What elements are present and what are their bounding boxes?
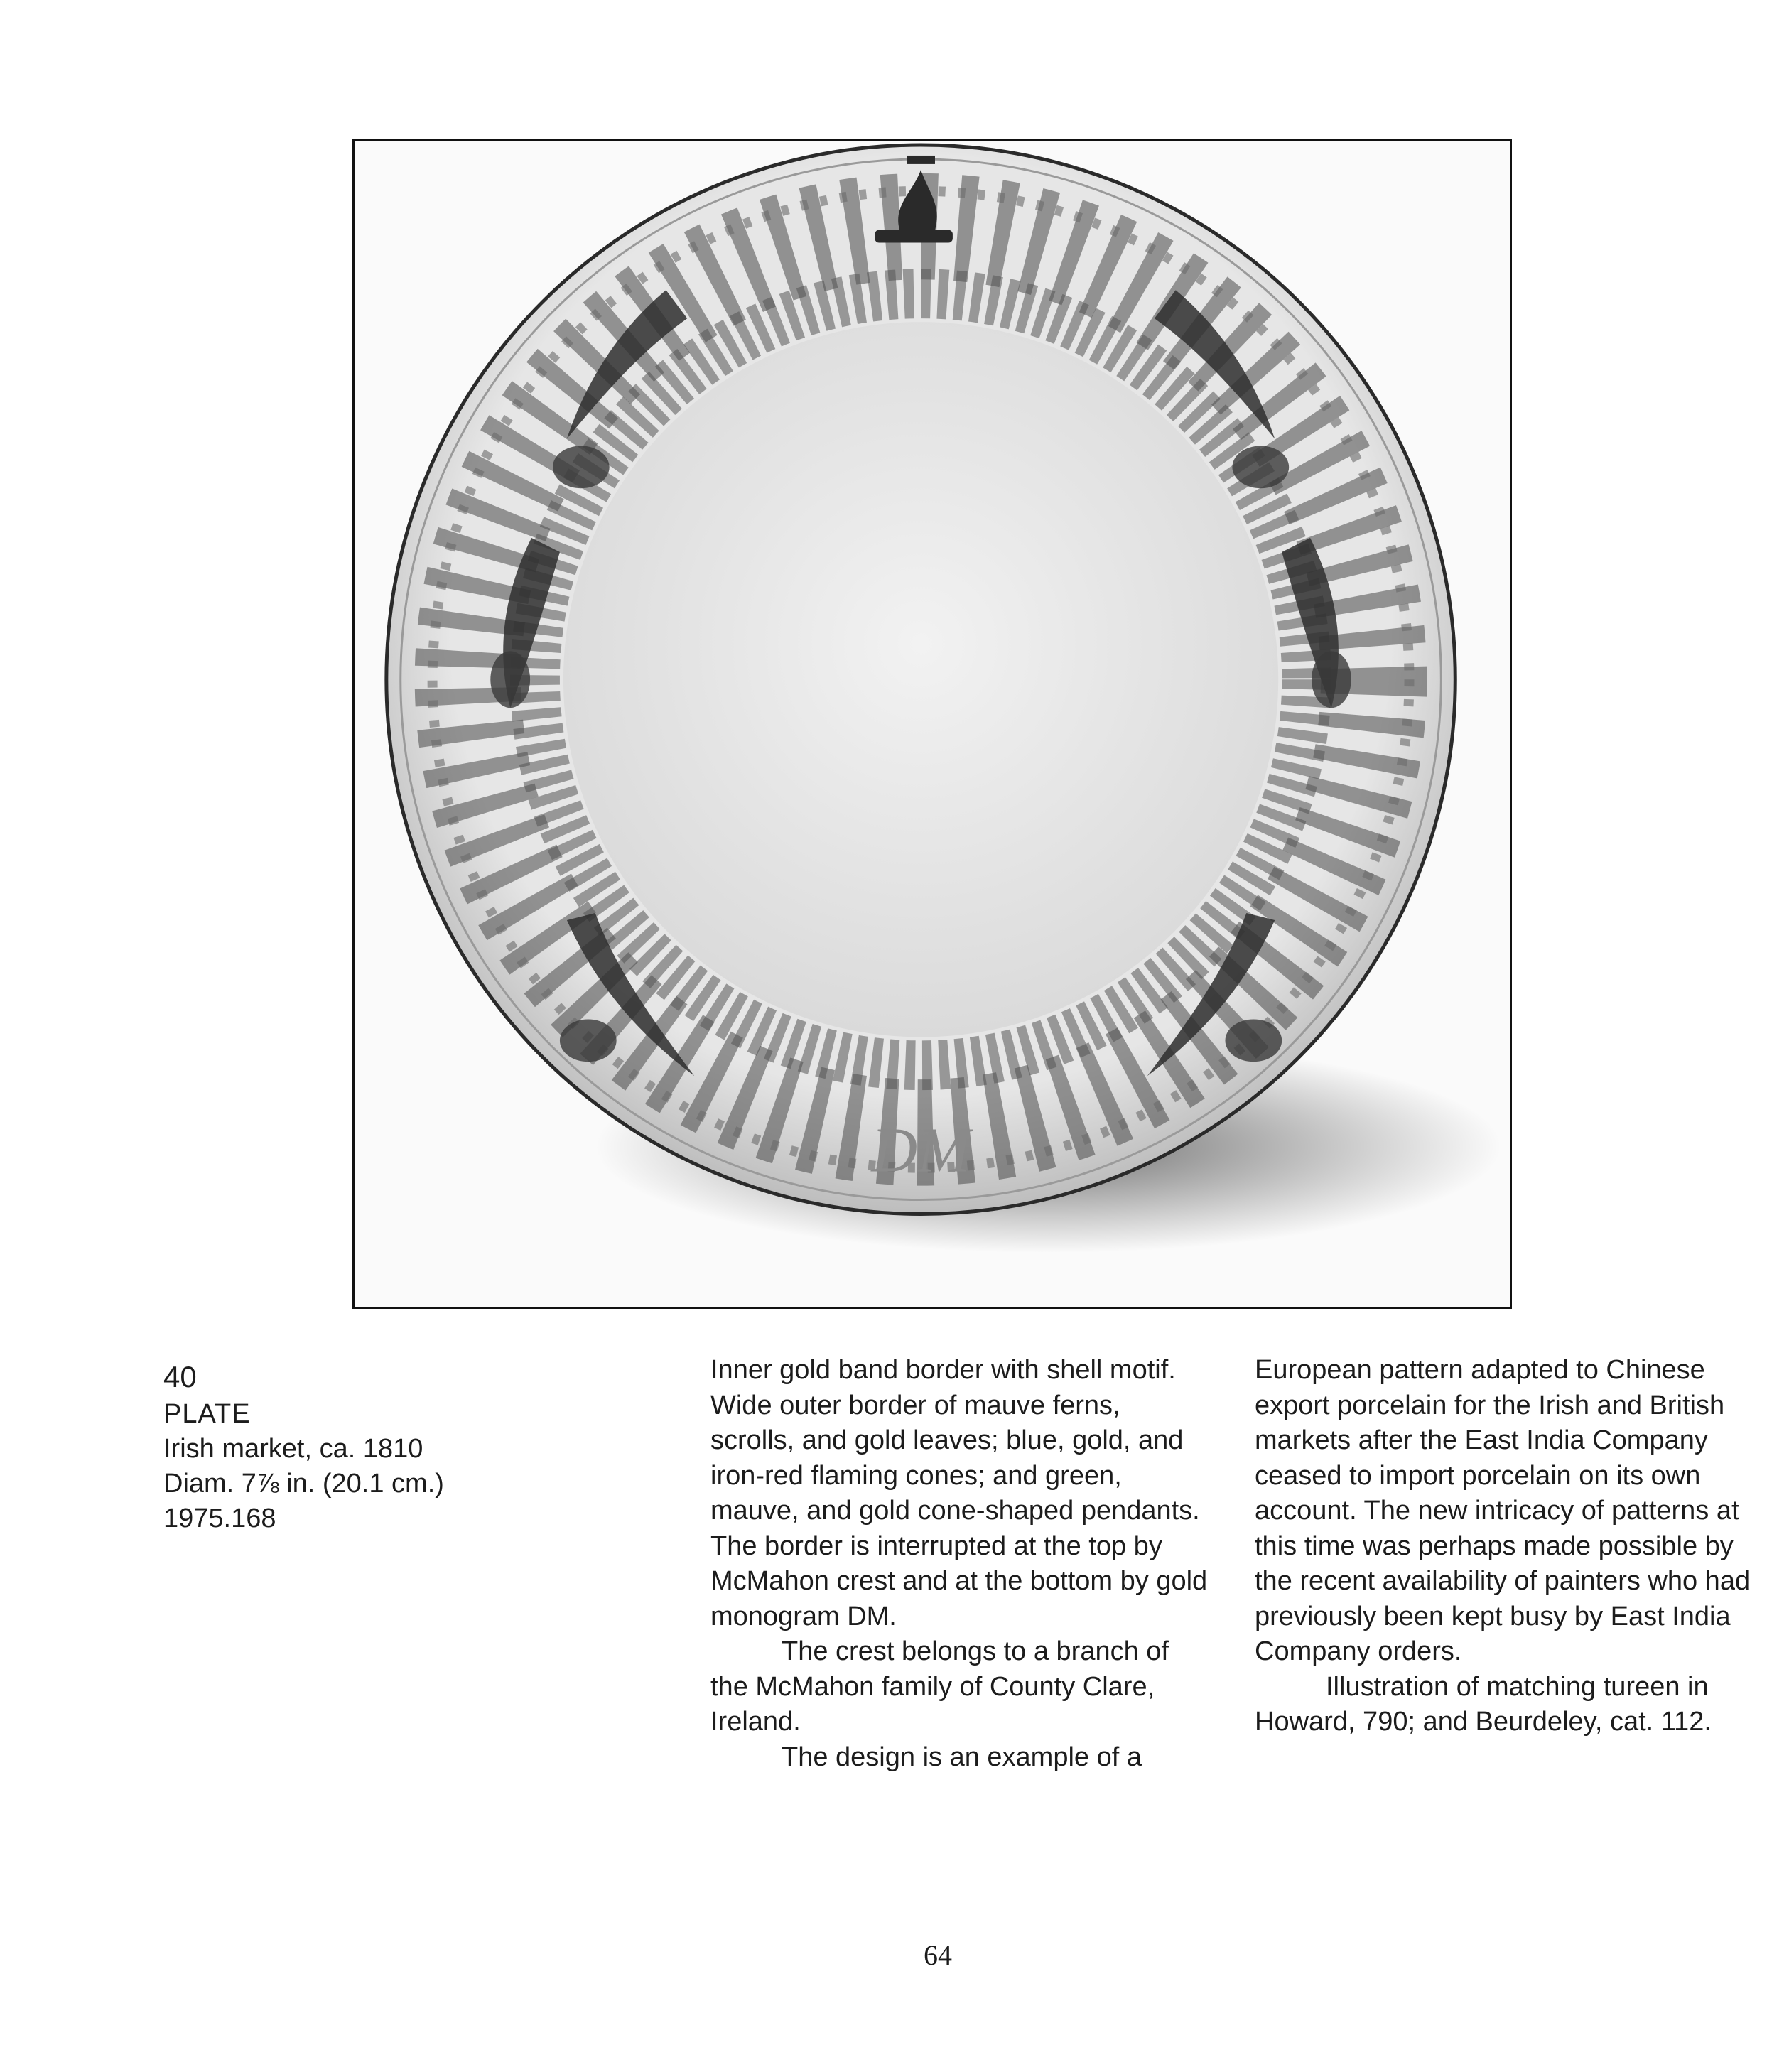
catalog-number: 40 (163, 1360, 197, 1393)
description-paragraph: The crest belongs to a branch of the McMahon family of County Clare, Ireland. (710, 1636, 1169, 1737)
description-paragraph: Inner gold band border with shell motif. Wide outer border of mauve ferns, scrolls, and gold leaves; blue, gold, and iron-red flaming cones; and green, mauve, and gold cone-shaped pendants. The border is interrupted at the top by McMahon crest and at the bottom by gold monogram DM. (710, 1355, 1208, 1631)
page-number: 64 (924, 1939, 952, 1971)
catalog-caption (163, 1357, 618, 1536)
description-paragraph: The design is an example of a (782, 1742, 1142, 1772)
continuation-paragraph: Illustration of matching tureen in Howard, 790; and Beurdeley, cat. 112. (1255, 1671, 1712, 1737)
object-title: PLATE (163, 1399, 251, 1429)
plate-photograph (352, 139, 1512, 1309)
continuation-paragraph: European pattern adapted to Chinese export porcelain for the Irish and British markets after the East India Company ceased to import porcelain on its own account. The new intricacy of patterns at this time was perhaps made possible by the recent availability of painters who had previously been kept busy by East India Company orders. (1255, 1355, 1751, 1666)
continuation-column (1255, 1353, 1752, 1740)
object-origin: Irish market, ca. 1810 (163, 1434, 423, 1464)
plate-well (563, 322, 1278, 1037)
object-dimensions: Diam. 7⅞ in. (20.1 cm.) (163, 1469, 444, 1499)
description-column (710, 1353, 1208, 1775)
accession-number: 1975.168 (163, 1504, 276, 1533)
plate-image (355, 141, 1510, 1307)
monogram-dm: DM (871, 1115, 971, 1186)
